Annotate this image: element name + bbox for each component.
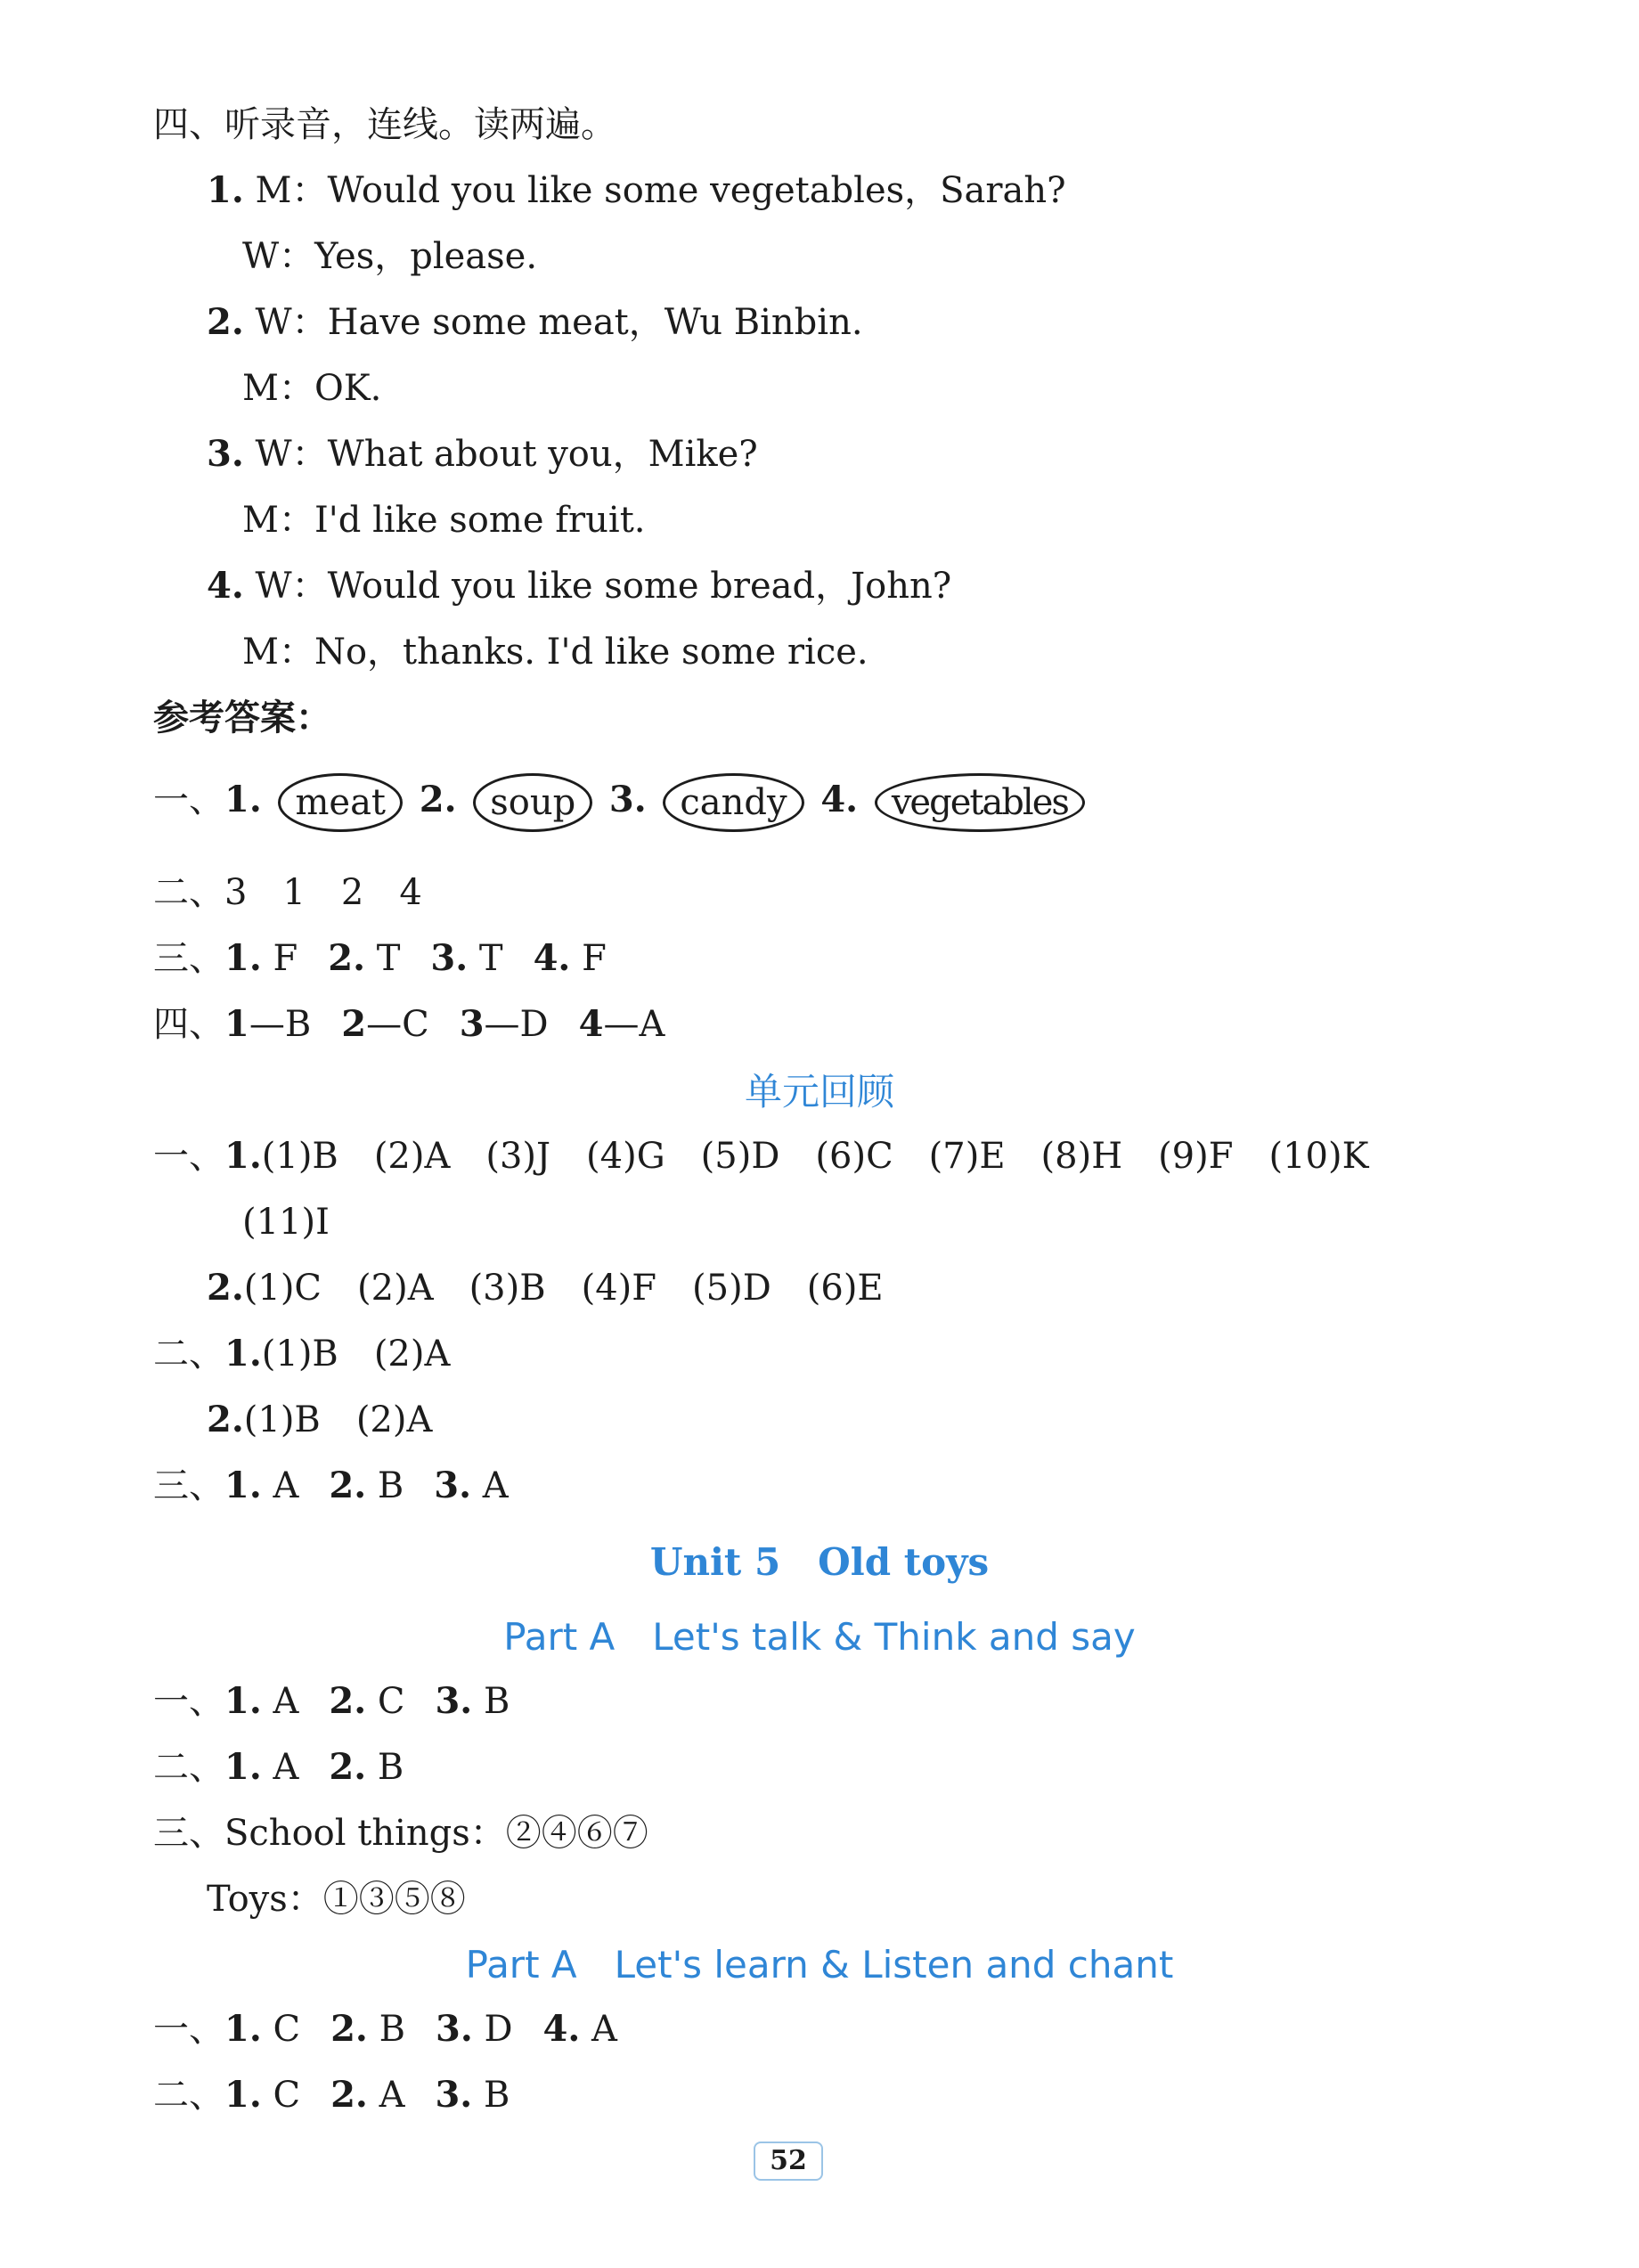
answer-row-4 <box>153 1001 665 1048</box>
item-value: D <box>484 2009 513 2050</box>
item-number: 3. <box>435 1680 473 1722</box>
item-value: B <box>483 1681 510 1722</box>
answer-row-3 <box>153 935 607 982</box>
item-value: B <box>483 2075 510 2116</box>
item-number: 3 <box>459 1003 485 1045</box>
circled-word: meat <box>278 773 403 832</box>
dialog-3-line1 <box>207 431 758 477</box>
dialog-2-line1 <box>207 299 863 346</box>
dialog-4-line2: M：No，thanks. I'd like some rice. <box>242 632 868 673</box>
dialog-3-line2: M：I'd like some fruit. <box>242 500 646 541</box>
item-value: B <box>379 2009 405 2050</box>
review-row-3 <box>153 1463 509 1509</box>
item-value: —A <box>603 1004 665 1045</box>
item-number: 1 <box>224 1003 249 1045</box>
item-number: 1. <box>224 2074 262 2116</box>
dialog-number: 1. <box>207 169 244 211</box>
item-value: A <box>273 1681 299 1722</box>
row-prefix: 二、 <box>153 872 224 913</box>
part-a2-row-1 <box>153 2006 617 2052</box>
row-values: (1)B (2)A <box>243 1399 433 1440</box>
row-prefix: 一、 <box>153 779 224 820</box>
part-a2-row-2 <box>153 2072 510 2118</box>
item-number: 2. <box>207 1267 244 1309</box>
dialog-2-line2: M：OK. <box>242 368 382 409</box>
answer-row-1 <box>153 773 1090 832</box>
dialog-number: 3. <box>207 433 244 475</box>
row-prefix: 三、 <box>153 1813 224 1854</box>
item-number: 2. <box>329 1464 367 1506</box>
item-value: —D <box>484 1004 549 1045</box>
row-values: (1)C (2)A (3)B (4)F (5)D (6)E <box>243 1268 884 1309</box>
dialog-number: 4. <box>207 565 244 607</box>
answer-row-2 <box>153 869 422 916</box>
item-value: B <box>377 1465 404 1506</box>
answers-heading: 参考答案： <box>153 697 331 738</box>
item-value: B <box>377 1747 404 1788</box>
row-values: (1)B (2)A <box>261 1334 451 1375</box>
row-values: 3 1 2 4 <box>224 872 422 913</box>
item-value: C <box>377 1681 405 1722</box>
item-value: A <box>591 2009 617 2050</box>
item-number: 4. <box>533 937 571 979</box>
row-prefix: 一、 <box>153 1136 224 1177</box>
dialog-number: 2. <box>207 301 244 343</box>
item-number: 3. <box>435 2008 473 2050</box>
item-value: —C <box>366 1004 429 1045</box>
dialog-4-line1 <box>207 563 951 609</box>
item-number: 3. <box>430 937 469 979</box>
item-number: 2. <box>330 2008 368 2050</box>
dialog-1-line1 <box>207 167 1066 214</box>
item-value: F <box>582 938 607 979</box>
item-number: 4. <box>820 779 859 820</box>
review-row-1-sub2 <box>207 1265 884 1311</box>
dialog-text: M：Would you like some vegetables，Sarah? <box>255 170 1066 211</box>
item-number: 2. <box>330 2074 368 2116</box>
item-number: 2. <box>329 1746 367 1788</box>
dialog-1-line2: W：Yes，please. <box>242 236 538 277</box>
part-a-learn-title: Part A Let's learn & Listen and chant <box>465 1943 1174 1987</box>
row-prefix: 一、 <box>153 2009 224 2050</box>
row-prefix: 三、 <box>153 1465 224 1506</box>
item-value: T <box>376 938 401 979</box>
item-value: C <box>273 2009 301 2050</box>
item-number: 2. <box>207 1399 244 1440</box>
row-prefix: 三、 <box>153 938 224 979</box>
circled-word: candy <box>663 773 803 832</box>
item-number: 4 <box>578 1003 604 1045</box>
row-prefix: 四、 <box>153 1004 224 1045</box>
page-number: 52 <box>754 2142 823 2181</box>
part-a-talk-title: Part A Let's talk & Think and say <box>503 1615 1136 1659</box>
unit-title: Unit 5 Old toys <box>649 1540 990 1584</box>
item-value: F <box>273 938 298 979</box>
item-value: A <box>273 1747 299 1788</box>
item-number: 3. <box>435 2074 473 2116</box>
part-a1-row-3 <box>153 1810 648 1856</box>
item-number: 1. <box>224 2008 262 2050</box>
review-row-1 <box>153 1133 1368 1179</box>
item-number: 3. <box>608 779 647 820</box>
review-title: 单元回顾 <box>744 1070 894 1114</box>
item-number: 1. <box>224 1135 262 1177</box>
item-value: A <box>273 1465 299 1506</box>
item-number: 4. <box>542 2008 581 2050</box>
item-number: 1. <box>224 1680 262 1722</box>
item-number: 1. <box>224 1333 262 1375</box>
item-number: 3. <box>434 1464 472 1506</box>
review-row-2 <box>153 1331 450 1377</box>
item-number: 2. <box>328 937 366 979</box>
item-number: 2. <box>329 1680 367 1722</box>
item-number: 1. <box>224 779 262 820</box>
review-row-1-continued: (11)I <box>242 1202 330 1243</box>
item-number: 1. <box>224 1464 262 1506</box>
dialog-text: W：Have some meat，Wu Binbin. <box>255 302 863 343</box>
review-row-2-sub2 <box>207 1397 432 1443</box>
item-value: A <box>379 2075 405 2116</box>
part-a1-row-2 <box>153 1744 404 1791</box>
item-value: —B <box>249 1004 312 1045</box>
item-value: T <box>478 938 503 979</box>
row-prefix: 二、 <box>153 2075 224 2116</box>
row-prefix: 二、 <box>153 1747 224 1788</box>
item-number: 1. <box>224 1746 262 1788</box>
row-prefix: 二、 <box>153 1334 224 1375</box>
item-number: 2. <box>419 779 457 820</box>
school-things-answer: School things：②④⑥⑦ <box>224 1813 648 1854</box>
dialog-text: W：Would you like some bread，John? <box>255 566 952 607</box>
toys-answer: Toys：①③⑤⑧ <box>207 1879 466 1920</box>
row-values: (1)B (2)A (3)J (4)G (5)D (6)C (7)E (8)H (9)F (10)K <box>261 1136 1369 1177</box>
section-four-title: 四、听录音，连线。读两遍。 <box>153 104 616 145</box>
row-prefix: 一、 <box>153 1681 224 1722</box>
dialog-text: W：What about you，Mike? <box>255 434 758 475</box>
circled-word: vegetables <box>875 773 1085 832</box>
item-value: A <box>482 1465 509 1506</box>
circled-word: soup <box>473 773 592 832</box>
item-number: 1. <box>224 937 262 979</box>
item-value: C <box>273 2075 301 2116</box>
item-number: 2 <box>341 1003 367 1045</box>
part-a1-row-1 <box>153 1678 510 1725</box>
